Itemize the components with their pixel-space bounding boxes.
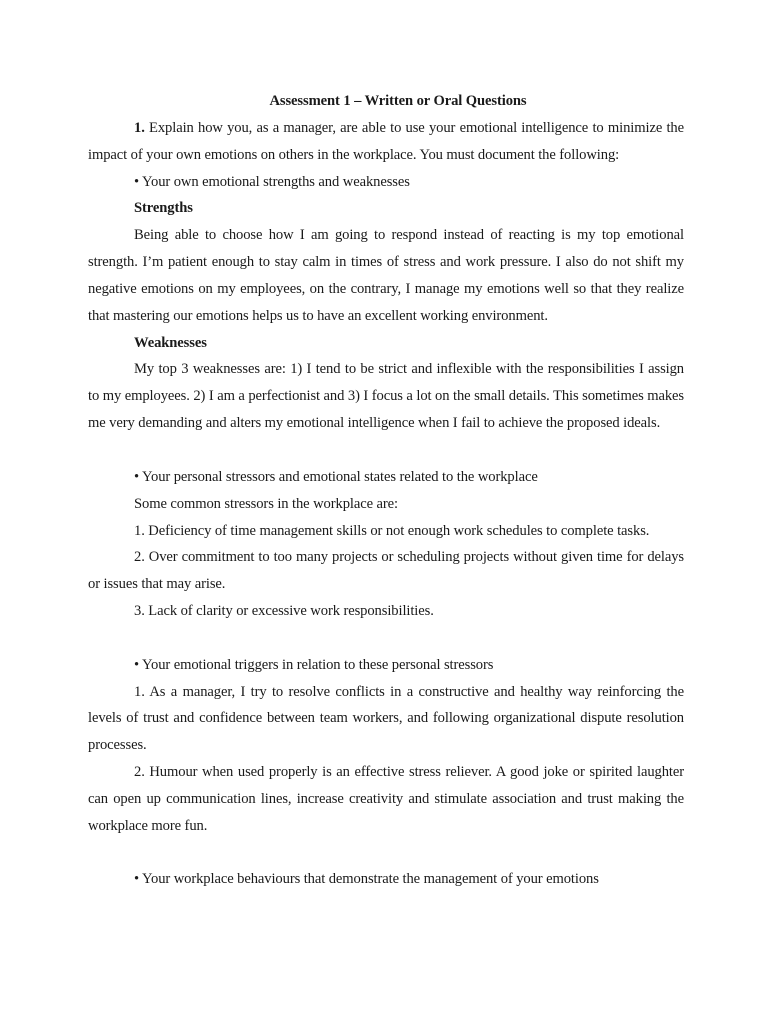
stressor-item: 2. Over commitment to too many projects or scheduling projects without given time for delays or issues that may arise. [88,549,684,593]
stressor-item: 3. Lack of clarity or excessive work responsibilities. [134,603,434,620]
stressors-intro: Some common stressors in the workplace are: [134,495,398,512]
spacer [88,840,684,867]
bullet-behaviours: • Your workplace behaviours that demonstrate the management of your emotions [134,871,599,888]
document-body [88,88,684,893]
question-number: 1. [134,119,145,136]
stressor-item: 1. Deficiency of time management skills or not enough work schedules to complete tasks. [134,522,650,539]
spacer [88,437,684,464]
strengths-paragraph: Being able to choose how I am going to respond instead of reacting is my top emotional strength. I’m patient enough to stay calm in times of stress and work pressure. I also do not shift my negative emotions on my employees, on the contrary, I manage my emotions well so that they realize that mastering our emotions helps us to have an excellent working environment. [88,227,684,324]
bullet-triggers: • Your emotional triggers in relation to these personal stressors [134,656,494,673]
trigger-item: 1. As a manager, I try to resolve conflicts in a constructive and healthy way reinforcing the levels of trust and confidence between team workers, and following organizational dispute resolution processes. [88,683,684,754]
strengths-heading: Strengths [134,200,193,217]
weaknesses-paragraph: My top 3 weaknesses are: 1) I tend to be strict and inflexible with the responsibilities I assign to my employees. 2) I am a perfectionist and 3) I focus a lot on the small details. This sometimes makes me very demanding and alters my emotional intelligence when I fail to achieve the proposed ideals. [88,361,684,432]
spacer [88,625,684,652]
weaknesses-heading: Weaknesses [134,334,207,351]
question-text: Explain how you, as a manager, are able to use your emotional intelligence to minimize the impact of your own emotions on others in the workplace. You must document the following: [88,119,684,163]
bullet-stressors: • Your personal stressors and emotional states related to the workplace [134,468,538,485]
document-title: Assessment 1 – Written or Oral Questions [269,93,527,109]
trigger-item: 2. Humour when used properly is an effective stress reliever. A good joke or spirited laughter can open up communication lines, increase creativity and stimulate association and trust making the workplace more fun. [88,764,684,834]
bullet-strengths-weaknesses: • Your own emotional strengths and weaknesses [134,173,410,190]
question-1 [88,115,684,169]
